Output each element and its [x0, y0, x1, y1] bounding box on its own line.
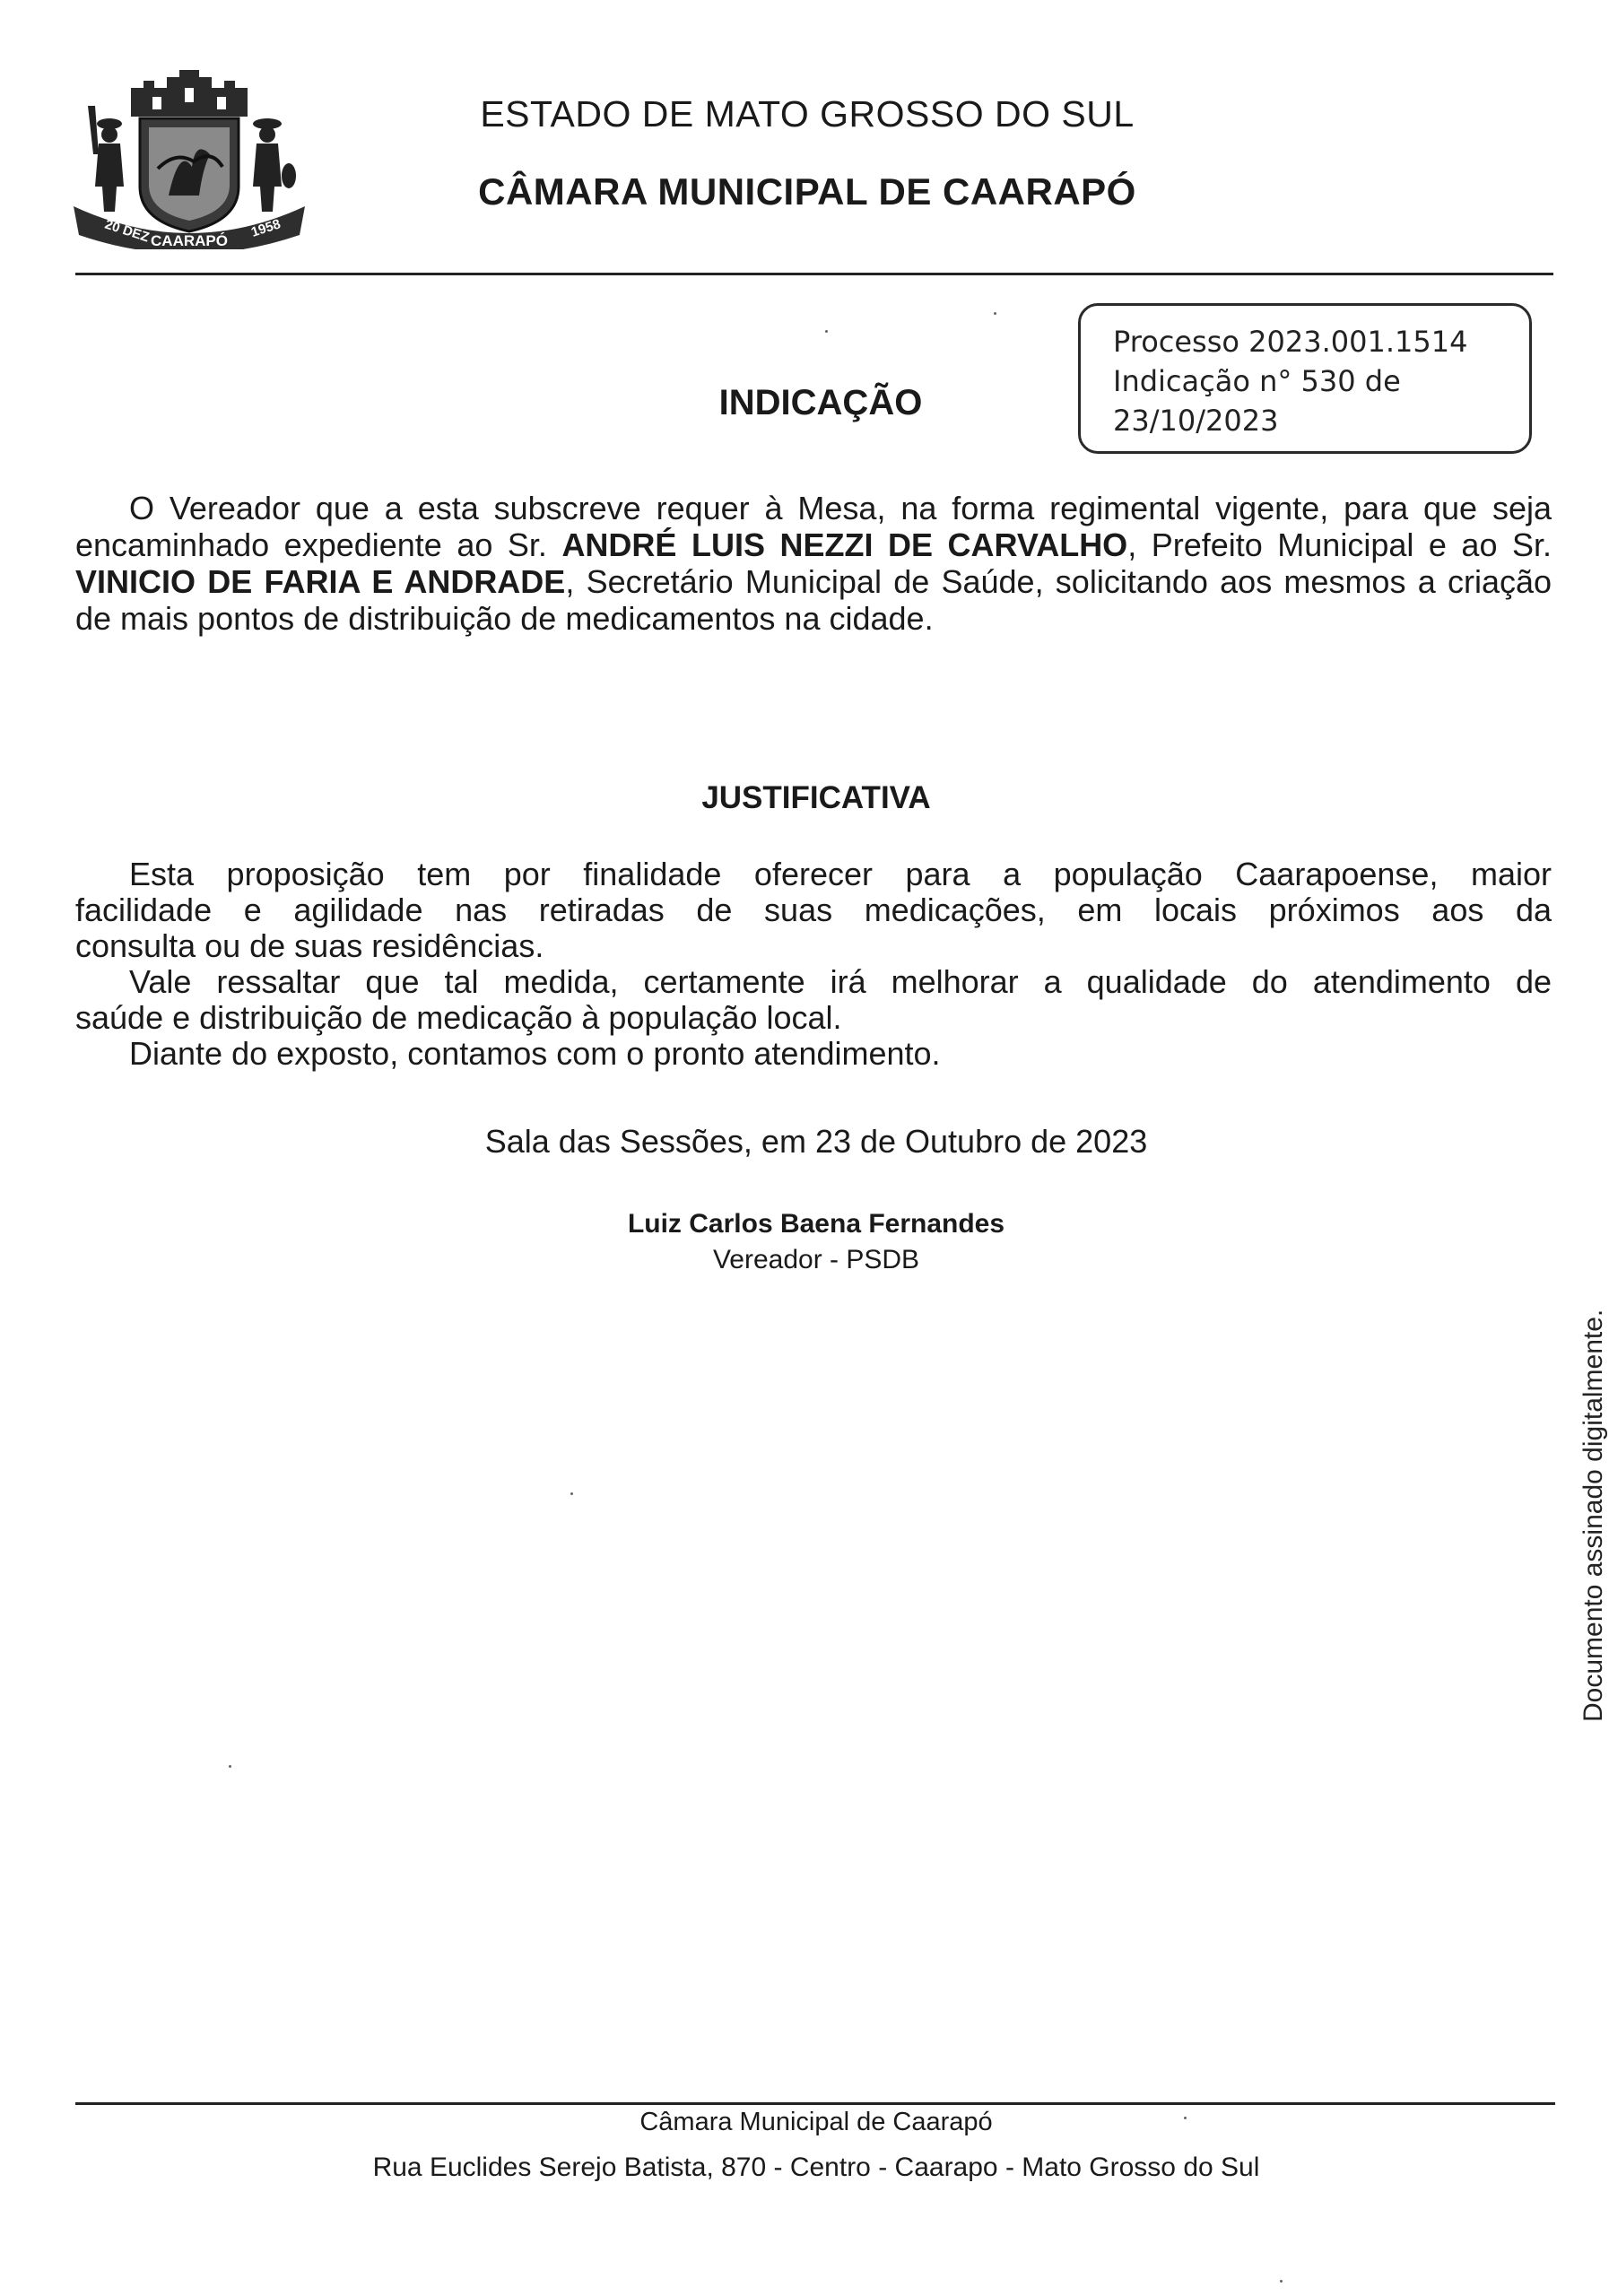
footer-institution: Câmara Municipal de Caarapó — [639, 2108, 993, 2136]
secretary-name: VINICIO DE FARIA E ANDRADE — [75, 563, 566, 600]
scan-speck — [570, 1492, 573, 1495]
signer-name: Luiz Carlos Baena Fernandes — [627, 1209, 1005, 1239]
chamber-heading: CÂMARA MUNICIPAL DE CAARAPÓ — [478, 170, 1136, 213]
protocol-stamp — [1078, 303, 1532, 454]
stamp-indication-number: Indicação n° 530 de — [1113, 364, 1401, 398]
justificativa-title: JUSTIFICATIVA — [701, 780, 931, 815]
stamp-date: 23/10/2023 — [1113, 404, 1279, 438]
footer-divider — [75, 2102, 1555, 2105]
scan-speck — [994, 312, 996, 315]
scan-speck — [229, 1765, 231, 1768]
scan-speck — [825, 330, 828, 333]
indicacao-text-start: O Vereador que a esta subscreve requer à Mesa, na forma regimental vigente, para que seja encaminhado expediente ao Sr. — [75, 490, 1552, 563]
mural-crown-icon — [131, 70, 248, 117]
municipal-coat-of-arms — [68, 61, 310, 249]
footer-address: Rua Euclides Serejo Batista, 870 - Centro - Caarapo - Mato Grosso do Sul — [372, 2152, 1260, 2182]
justificativa-line: facilidade e agilidade nas retiradas de suas medicações, em locais próximos aos da — [75, 891, 1552, 928]
ribbon-year-text: 1958 — [248, 216, 283, 240]
ribbon-date-text: 20 DEZ — [102, 216, 152, 246]
indicacao-paragraph — [75, 490, 1552, 637]
header-divider — [75, 273, 1553, 275]
scan-speck — [1280, 2280, 1283, 2283]
justificativa-line: Diante do exposto, contamos com o pronto atendimento. — [129, 1035, 941, 1072]
left-supporter-figure-icon — [88, 106, 124, 212]
ribbon-city-text: CAARAPÓ — [151, 232, 228, 249]
right-supporter-figure-icon — [253, 118, 296, 212]
digital-signature-note: Documento assinado digitalmente. — [1579, 1309, 1608, 1722]
scan-speck — [1184, 2117, 1187, 2119]
justificativa-line: saúde e distribuição de medicação à população local. — [75, 999, 842, 1036]
place-and-date: Sala das Sessões, em 23 de Outubro de 2023 — [484, 1123, 1148, 1160]
stamp-process-number: Processo 2023.001.1514 — [1113, 325, 1468, 359]
justificativa-body — [75, 857, 1552, 1072]
indicacao-text-end: , Secretário Municipal de Saúde, solicitando aos mesmos a criação de mais pontos de distribuição de medicamentos na cidade. — [75, 563, 1552, 637]
indicacao-text-middle: , Prefeito Municipal e ao Sr. — [1127, 526, 1552, 563]
state-heading: ESTADO DE MATO GROSSO DO SUL — [480, 93, 1135, 135]
justificativa-line: consulta ou de suas residências. — [75, 927, 544, 964]
justificativa-line: Vale ressaltar que tal medida, certamente irá melhorar a qualidade do atendimento de — [129, 963, 1552, 1000]
justificativa-line: Esta proposição tem por finalidade oferecer para a população Caarapoense, maior — [129, 856, 1552, 892]
shield-icon — [140, 118, 239, 231]
mayor-name: ANDRÉ LUIS NEZZI DE CARVALHO — [561, 526, 1128, 563]
indicacao-title: INDICAÇÃO — [718, 383, 923, 422]
signer-role: Vereador - PSDB — [712, 1245, 920, 1274]
